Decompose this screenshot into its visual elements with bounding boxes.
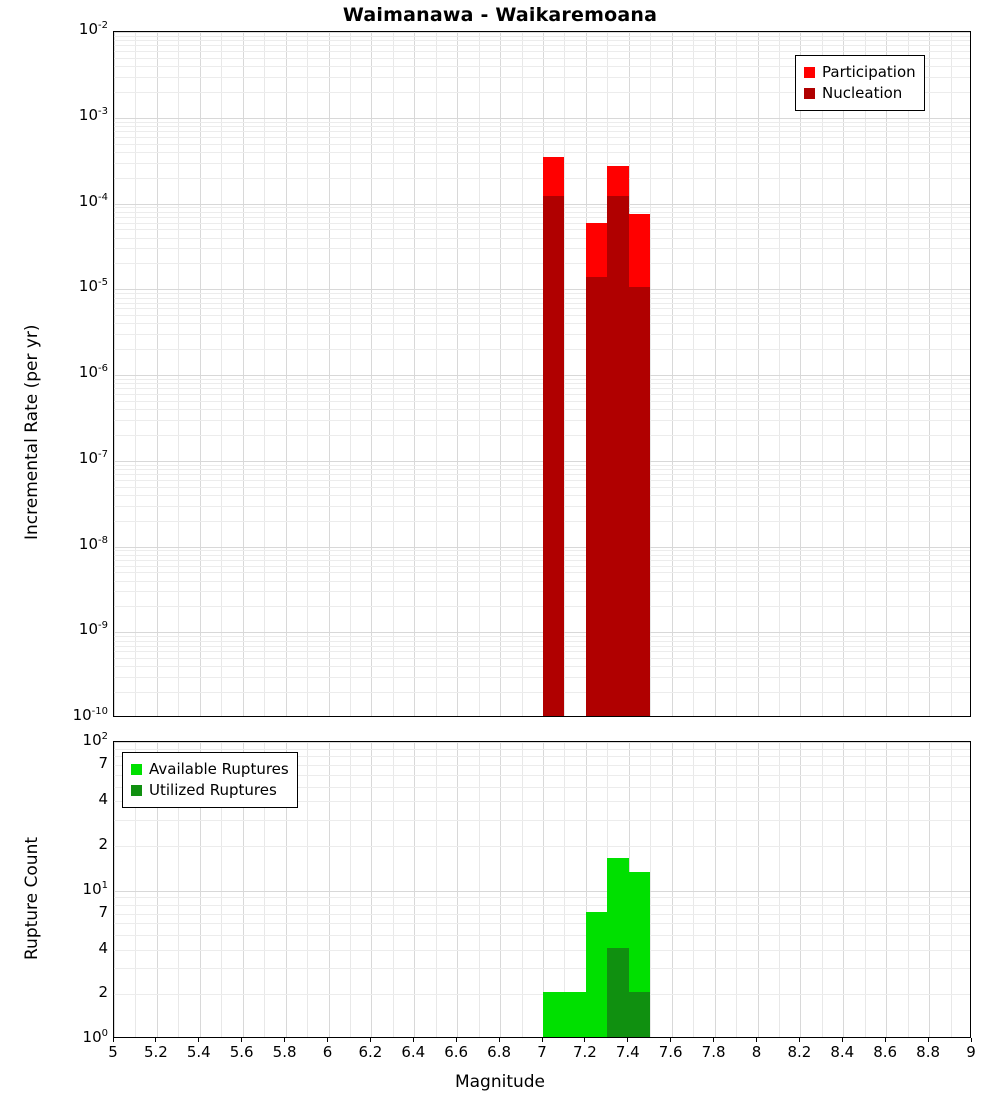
- y-tick-label: 2: [98, 983, 108, 1002]
- y-tick-label: 2: [98, 834, 108, 853]
- y-tick-label: $10^{-9}$: [78, 620, 108, 639]
- y-tick-label: $10^{-8}$: [78, 534, 108, 553]
- x-tick-mark: [542, 1038, 543, 1042]
- x-tick-label: 5.2: [143, 1043, 168, 1061]
- x-tick-mark: [584, 1038, 585, 1042]
- x-tick-label: 8.8: [916, 1043, 941, 1061]
- x-tick-label: 8.6: [873, 1043, 898, 1061]
- legend-label: Participation: [822, 63, 916, 81]
- page-title: Waimanawa - Waikaremoana: [342, 4, 658, 26]
- x-tick-mark: [113, 1038, 114, 1042]
- legend-entry: [131, 780, 289, 801]
- bar: [629, 992, 650, 1037]
- x-tick-mark: [842, 1038, 843, 1042]
- x-tick-label: 7.8: [701, 1043, 726, 1061]
- bar: [607, 948, 628, 1037]
- x-tick-label: 6.6: [444, 1043, 469, 1061]
- legend-swatch-icon: [131, 785, 142, 796]
- bar: [586, 277, 607, 716]
- legend-label: Nucleation: [822, 84, 903, 102]
- legend-swatch-icon: [804, 88, 815, 99]
- x-tick-mark: [713, 1038, 714, 1042]
- legend-bottom: [122, 752, 298, 808]
- x-tick-label: 7.2: [572, 1043, 597, 1061]
- legend-label: Utilized Ruptures: [149, 781, 277, 799]
- incremental-rate-plot: [113, 31, 971, 717]
- legend-entry: [131, 759, 289, 780]
- x-tick-label: 5: [108, 1043, 118, 1061]
- x-tick-label: 7.6: [658, 1043, 683, 1061]
- y-tick-label: $10^{-3}$: [78, 105, 108, 124]
- x-tick-mark: [670, 1038, 671, 1042]
- legend-label: Available Ruptures: [149, 760, 289, 778]
- x-tick-label: 7.4: [615, 1043, 640, 1061]
- x-tick-mark: [241, 1038, 242, 1042]
- y-tick-label: $10^1$: [82, 879, 108, 898]
- x-tick-label: 6: [322, 1043, 333, 1061]
- legend-swatch-icon: [804, 67, 815, 78]
- x-axis-label: Magnitude: [454, 1072, 546, 1092]
- y-tick-label: $10^{-7}$: [78, 448, 108, 467]
- x-tick-label: 6.4: [401, 1043, 426, 1061]
- y-tick-label: $10^2$: [82, 731, 108, 749]
- x-tick-label: 5.4: [186, 1043, 211, 1061]
- y-tick-label: 4: [98, 790, 108, 809]
- y-tick-label: 7: [98, 754, 108, 772]
- bars-top: [114, 32, 970, 716]
- y-tick-label: $10^{-10}$: [72, 706, 108, 724]
- x-tick-label: 7: [537, 1043, 547, 1061]
- bar: [543, 992, 564, 1037]
- x-tick-label: 8: [751, 1043, 762, 1061]
- x-tick-mark: [627, 1038, 628, 1042]
- x-tick-mark: [799, 1038, 800, 1042]
- legend-entry: [804, 83, 916, 104]
- x-tick-mark: [928, 1038, 929, 1042]
- bar: [586, 912, 607, 1037]
- x-tick-mark: [499, 1038, 500, 1042]
- x-tick-label: 6.2: [358, 1043, 383, 1061]
- y-tick-label: 7: [98, 902, 108, 921]
- legend-entry: [804, 62, 916, 83]
- legend-swatch-icon: [131, 764, 142, 775]
- y-tick-label: $10^0$: [82, 1028, 108, 1046]
- x-tick-mark: [413, 1038, 414, 1042]
- y-tick-label: $10^{-6}$: [78, 363, 108, 381]
- x-tick-label: 5.6: [229, 1043, 254, 1061]
- y-tick-label: $10^{-2}$: [78, 20, 108, 38]
- bar: [607, 196, 628, 716]
- x-tick-mark: [155, 1038, 156, 1042]
- y-axis-label-top: Incremental Rate (per yr): [22, 324, 42, 540]
- x-tick-mark: [756, 1038, 757, 1042]
- y-tick-label: $10^{-5}$: [78, 277, 108, 296]
- legend-top: [795, 55, 925, 111]
- x-tick-mark: [885, 1038, 886, 1042]
- x-tick-label: 9: [966, 1043, 976, 1061]
- x-tick-label: 6.8: [487, 1043, 512, 1061]
- x-tick-mark: [284, 1038, 285, 1042]
- bar: [564, 992, 585, 1037]
- x-tick-label: 8.4: [830, 1043, 855, 1061]
- y-tick-label: 4: [98, 938, 108, 957]
- x-tick-mark: [198, 1038, 199, 1042]
- x-tick-mark: [971, 1038, 972, 1042]
- x-tick-mark: [327, 1038, 328, 1042]
- x-tick-mark: [370, 1038, 371, 1042]
- x-tick-label: 8.2: [787, 1043, 812, 1061]
- x-tick-label: 5.8: [272, 1043, 297, 1061]
- y-axis-label-bottom: Rupture Count: [22, 836, 42, 960]
- bar: [629, 287, 650, 716]
- bar: [543, 196, 564, 716]
- y-tick-label: $10^{-4}$: [78, 191, 108, 210]
- x-tick-mark: [456, 1038, 457, 1042]
